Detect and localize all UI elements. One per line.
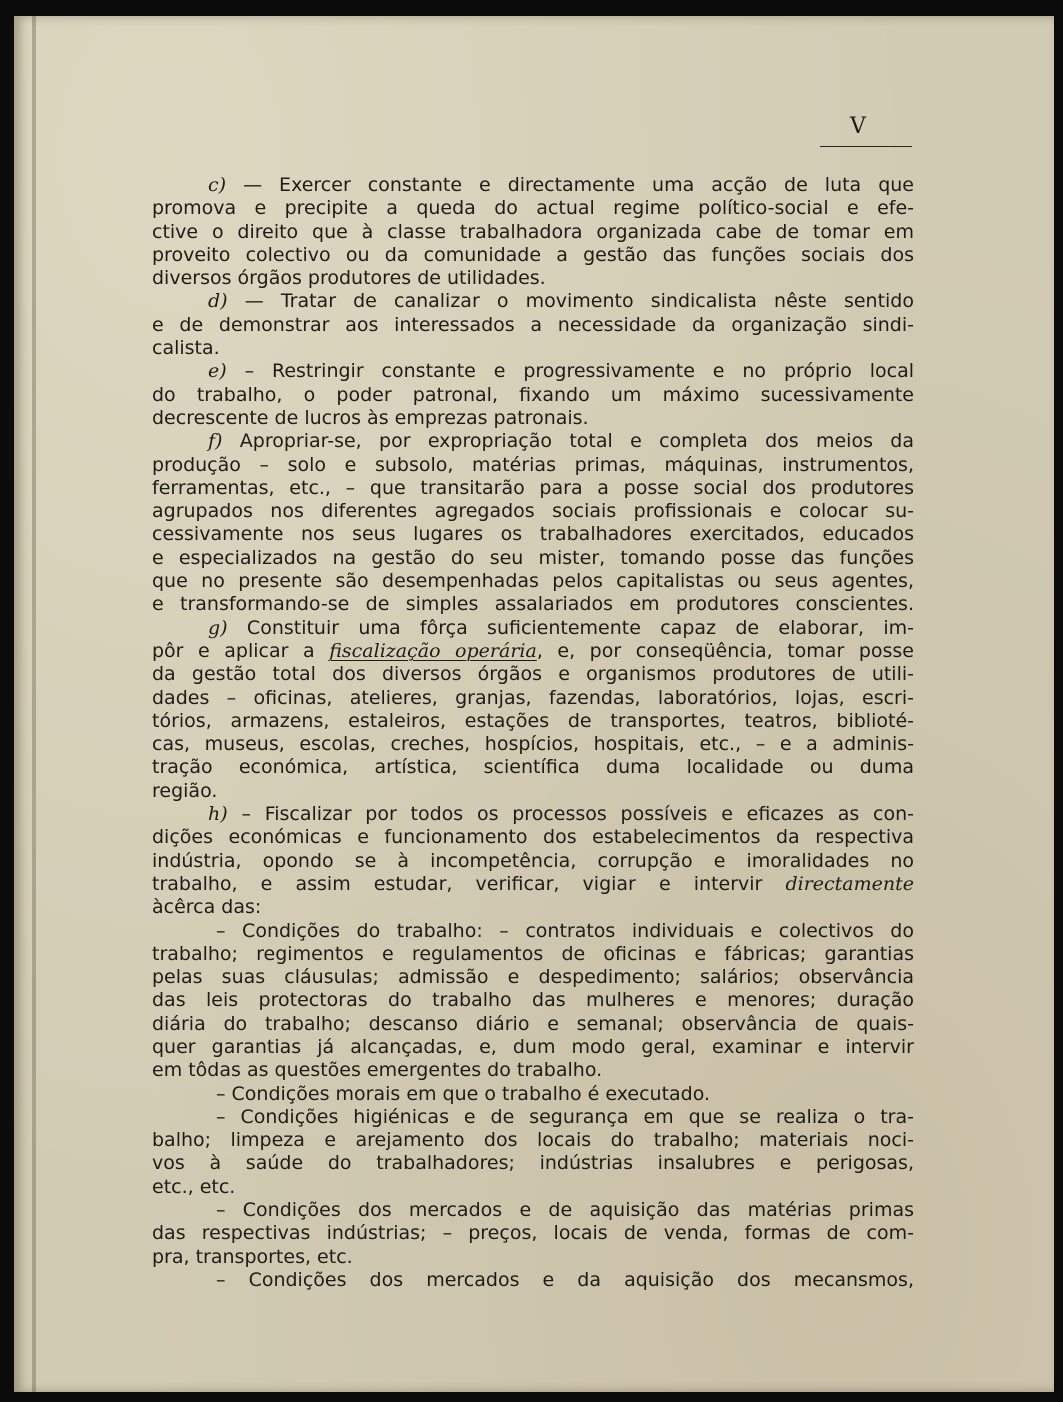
paragraph-g-line: tórios, armazens, estaleiros, estações de transportes, teatros, biblioté- (152, 709, 914, 732)
paragraph-g-line-1: g) Constituir uma fôrça suficientemente capaz de elaborar, im- (208, 616, 914, 639)
page-number-rule (820, 146, 912, 147)
condition-4-line: pra, transportes, etc. (152, 1245, 353, 1268)
paragraph-c-line: diversos órgãos produtores de utilidades. (152, 267, 546, 290)
paragraph-g-line-2: pôr e aplicar a fiscalização operária, e, por conseqüência, tomar posse (152, 639, 914, 662)
paragraph-h-line: àcêrca das: (152, 896, 262, 919)
paragraph-h-line: indústria, opondo se à incompetência, corrupção e imoralidades no (152, 849, 914, 872)
body-text (152, 174, 914, 1292)
condition-4-line-1: – Condições dos mercados e de aquisição das matérias primas (216, 1199, 914, 1222)
paragraph-f-line: e especializados na gestão do seu mister, tomando posse das funções (152, 546, 914, 569)
paragraph-c-line: ctive o direito que à classe trabalhadora organizada cabe de tomar em (152, 220, 914, 243)
page-number: V (850, 114, 867, 139)
paragraph-d-marker: d) (208, 290, 228, 313)
paragraph-e-line: do trabalho, o poder patronal, fixando um máximo sucessivamente (152, 383, 914, 406)
paragraph-g-line: tração económica, artística, scientífica duma localidade ou duma (152, 756, 914, 779)
paragraph-d-line-1: d) — Tratar de canalizar o movimento sindicalista nêste sentido (208, 290, 914, 313)
paragraph-e-line: decrescente de lucros às emprezas patronais. (152, 406, 589, 429)
paragraph-f-line: que no presente são desempenhadas pelos capitalistas ou seus agentes, (152, 570, 914, 593)
paragraph-h-line-1: h) – Fiscalizar por todos os processos possíveis e eficazes as con- (208, 803, 915, 826)
paragraph-c-marker: c) (208, 174, 227, 196)
condition-4-line: das respectivas indústrias; – preços, locais de venda, formas de com- (152, 1222, 914, 1245)
paragraph-g-line: região. (152, 779, 218, 802)
paragraph-h-marker: h) (208, 803, 228, 826)
paragraph-h-line: dições económicas e funcionamento dos estabelecimentos da respectiva (152, 826, 914, 849)
condition-1-line: diária do trabalho; descanso diário e semanal; observância de quais- (152, 1012, 914, 1035)
paragraph-f-marker: f) (208, 430, 223, 453)
paragraph-g-marker: g) (208, 616, 228, 639)
paragraph-f-line: e transformando-se de simples assalariados em produtores conscientes. (152, 593, 914, 616)
condition-5-line-1: – Condições dos mercados e da aquisição dos mecansmos, (216, 1268, 914, 1291)
condition-1-line: das leis protectoras do trabalho das mulheres e menores; duração (152, 989, 914, 1012)
paragraph-d-line: e de demonstrar aos interessados a necessidade da organização sindi- (152, 313, 914, 336)
paragraph-h-line-last: trabalho, e assim estudar, verificar, vigiar e intervir directamente (152, 872, 915, 895)
condition-3-line: etc., etc. (152, 1175, 236, 1198)
condition-3-line-1: – Condições higiénicas e de segurança em que se realiza o tra- (216, 1105, 914, 1128)
paragraph-g-line: dades – oficinas, atelieres, granjas, fazendas, laboratórios, lojas, escri- (152, 686, 914, 709)
condition-3-line: balho; limpeza e arejamento dos locais do trabalho; materiais noci- (152, 1129, 914, 1152)
paragraph-g-line: cas, museus, escolas, creches, hospícios, hospitais, etc., – e a adminis- (152, 733, 914, 756)
condition-1-line: pelas suas cláusulas; admissão e despedimento; salários; observância (152, 966, 914, 989)
paragraph-e-marker: e) (208, 360, 227, 383)
paragraph-g-line: da gestão total dos diversos órgãos e organismos produtores de utili- (152, 663, 914, 686)
paragraph-e-line-1: e) – Restringir constante e progressivamente e no próprio local (208, 360, 914, 383)
paragraph-f-line: ferramentas, etc., – que transitarão para a posse social dos produtores (152, 476, 914, 499)
paragraph-f-line: agrupados nos diferentes agregados sociais profissionais e colocar su- (152, 500, 914, 523)
paragraph-c-line: promova e precipite a queda do actual regime político-social e efe- (152, 197, 914, 220)
document-page (14, 16, 1054, 1392)
condition-1-line: em tôdas as questões emergentes do trabalho. (152, 1059, 603, 1082)
condition-2-line-1: – Condições morais em que o trabalho é executado. (216, 1082, 711, 1105)
paragraph-c-line: proveito colectivo ou da comunidade a gestão das funções sociais dos (152, 243, 914, 266)
condition-3-line: vos à saúde do trabalhadores; indústrias insalubres e perigosas, (152, 1152, 914, 1175)
paragraph-f-line: produção – solo e subsolo, matérias primas, máquinas, instrumentos, (152, 453, 914, 476)
emphasis-directamente: directamente (785, 872, 915, 895)
condition-1-line-1: – Condições do trabalho: – contratos individuais e colectivos do (216, 919, 914, 942)
paragraph-c-line-1: c) — Exercer constante e directamente uma acção de luta que (208, 174, 914, 196)
paragraph-f-line-1: f) Apropriar-se, por expropriação total e completa dos meios da (208, 430, 914, 453)
paragraph-d-line: calista. (152, 337, 220, 360)
paragraph-f-line: cessivamente nos seus lugares os trabalhadores exercitados, educados (152, 523, 914, 546)
emphasis-fiscalizacao-operaria: fiscalização operária (329, 639, 537, 662)
condition-1-line: quer garantias já alcançadas, e, dum modo geral, examinar e intervir (152, 1035, 914, 1058)
condition-1-line: trabalho; regimentos e regulamentos de oficinas e fábricas; garantias (152, 942, 914, 965)
